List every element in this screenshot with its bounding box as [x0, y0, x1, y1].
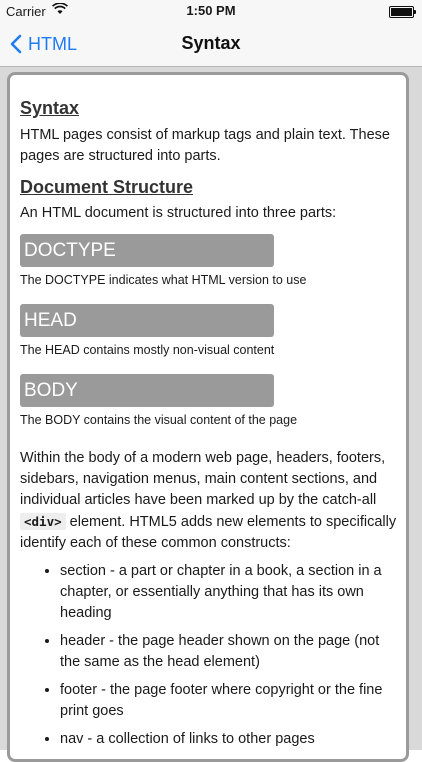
body-label-box: BODY [20, 374, 274, 407]
carrier-label: Carrier [6, 4, 46, 19]
page-title: Syntax [181, 33, 241, 53]
battery-icon [389, 6, 414, 18]
content-card[interactable] [7, 72, 409, 762]
content-body [20, 98, 400, 757]
list-item-footer: • footer - the page footer where copyright or the fine print goes [60, 680, 400, 722]
doctype-label-box: DOCTYPE [20, 234, 274, 267]
head-description: The HEAD contains mostly non-visual content [20, 343, 275, 357]
status-bar [0, 0, 422, 22]
list-item-header: • header - the page header shown on the page (not the same as the head element) [60, 631, 400, 673]
body-description: The BODY contains the visual content of the page [20, 413, 298, 427]
head-label-box: HEAD [20, 304, 274, 337]
html5-elements-list [20, 561, 400, 750]
body-paragraph [20, 448, 400, 554]
section-heading-document-structure: Document Structure [20, 177, 194, 197]
div-code-snippet: <div> [20, 513, 66, 530]
back-button-label: HTML [28, 33, 77, 54]
body-paragraph-text-end: element. HTML5 adds new elements to specifically identify each of these common constructs: [20, 514, 397, 551]
body-paragraph-text-start: Within the body of a modern web page, headers, footers, sidebars, navigation menus, main content sections, and individual articles have been marked up by the catch-all [20, 450, 386, 508]
list-item-section: • section - a part or chapter in a book, a section in a chapter, or essentially anything that has its own heading [60, 561, 400, 624]
doctype-description: The DOCTYPE indicates what HTML version to use [20, 273, 307, 287]
intro-paragraph: HTML pages consist of markup tags and plain text. These pages are structured into parts. [20, 127, 390, 164]
list-item-nav: • nav - a collection of links to other pages [60, 729, 400, 750]
navigation-bar [0, 22, 422, 67]
status-time: 1:50 PM [186, 3, 236, 18]
section-heading-syntax: Syntax [20, 98, 80, 118]
structure-intro-paragraph: An HTML document is structured into three parts: [20, 205, 337, 221]
